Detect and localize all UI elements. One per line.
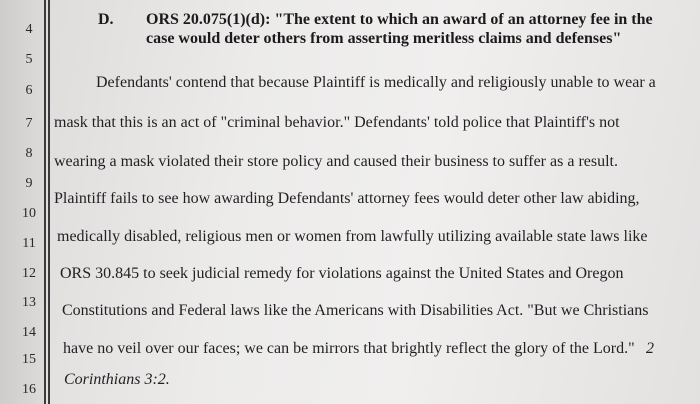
body-line: ORS 30.845 to seek judicial remedy for violations against the United States and Oregon	[60, 265, 624, 282]
body-line: medically disabled, religious men or women from lawfully utilizing available state laws like	[57, 228, 648, 245]
line-number: 16	[22, 382, 36, 397]
section-title-line-2: case would deter others from asserting meritless claims and defenses"	[146, 30, 622, 47]
line-number: 10	[22, 206, 36, 221]
line-number: 12	[22, 266, 36, 281]
line-number: 7	[25, 116, 33, 131]
body-line: mask that this is an act of "criminal behavior." Defendants' told police that Plaintiff's not	[54, 114, 620, 131]
body-line: Defendants' contend that because Plaintiff is medically and religiously unable to wear a	[96, 74, 656, 91]
line-number: 14	[22, 325, 36, 340]
body-line: wearing a mask violated their store policy and caused their business to suffer as a result.	[54, 153, 618, 170]
line-number: 6	[25, 83, 33, 98]
body-line: have no veil over our faces; we can be mirrors that brightly reflect the glory of the Lord."	[63, 340, 635, 357]
line-number: 5	[25, 52, 33, 67]
line-number: 13	[22, 295, 36, 310]
citation-prefix: 2	[646, 340, 654, 357]
margin-rule-inner	[48, 0, 50, 404]
line-number: 15	[22, 352, 36, 367]
line-number: 11	[22, 236, 36, 251]
citation: Corinthians 3:2.	[64, 371, 170, 388]
body-line: Constitutions and Federal laws like the Americans with Disabilities Act. "But we Christians	[62, 302, 649, 319]
body-line: Plaintiff fails to see how awarding Defendants' attorney fees would deter other law abiding,	[54, 190, 640, 207]
line-number: 8	[25, 146, 33, 161]
margin-rule-outer	[44, 0, 46, 404]
line-number: 4	[25, 22, 33, 37]
line-number: 9	[25, 176, 33, 191]
section-title-line-1: ORS 20.075(1)(d): "The extent to which an award of an attorney fee in the	[146, 11, 653, 28]
section-letter: D.	[98, 11, 114, 28]
